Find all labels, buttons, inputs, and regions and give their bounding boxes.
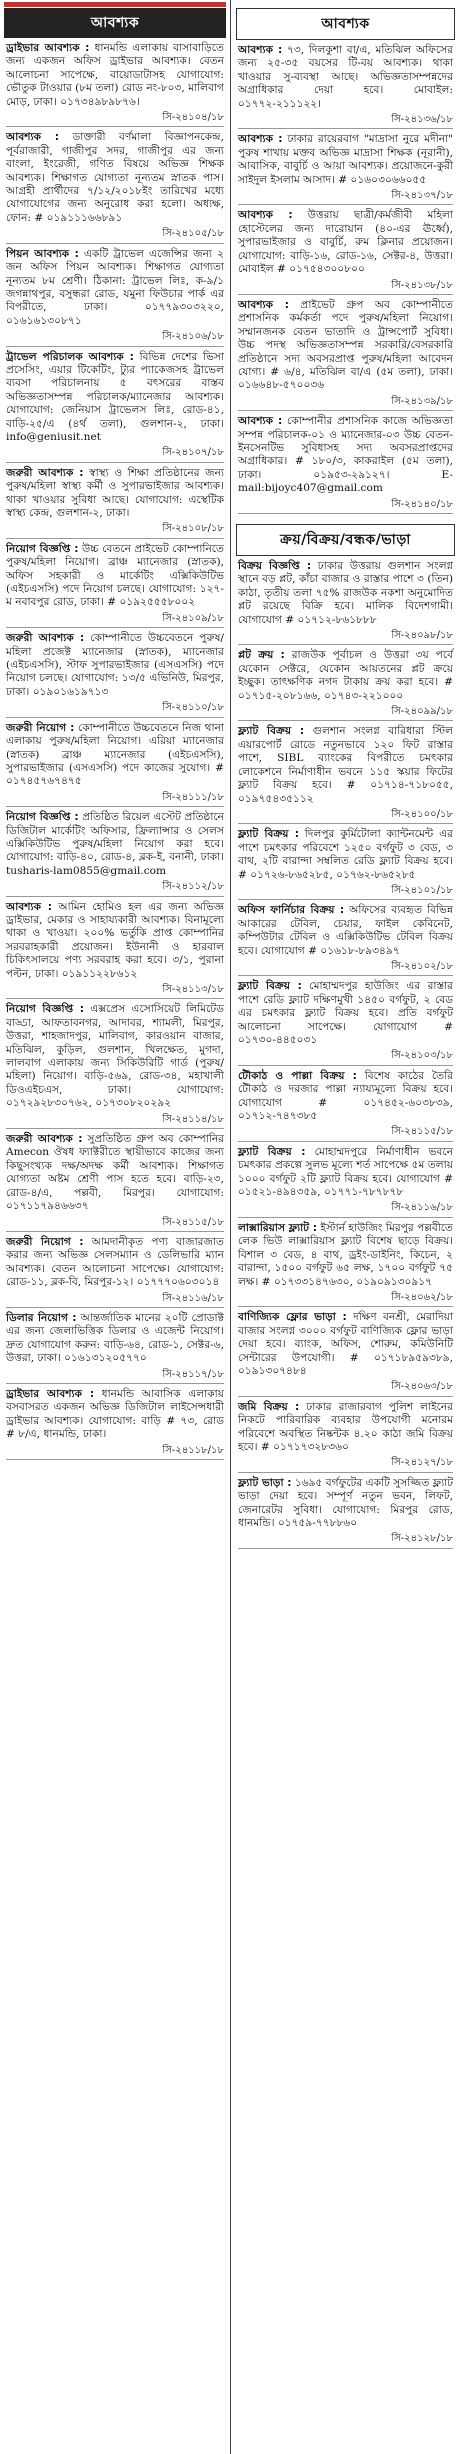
classified-ad — [4, 1129, 226, 1231]
left-ads-list — [4, 38, 226, 1460]
ad-keyword: ড্রাইভার আবশ্যক : — [6, 42, 90, 54]
ad-code: সি-২৪১১৭/১৮ — [162, 1368, 224, 1380]
ad-body — [6, 42, 224, 109]
ad-body — [238, 133, 453, 187]
ad-text: ১৬৯৫ বর্গফুটের একটি সুসজ্জিত ফ্ল্যাট ভাড়া দেয়া হবে। সম্পূর্ণ নতুন ভবন, লিফট, জেনারেটর সুবিধা। যোগাযোগ: মিরপুর রোড, ধানমন্ডি। ০১৭৫৯-৭৭৮৮৬০ — [238, 1476, 453, 1529]
ad-code: সি-২৪১১৩/১৮ — [162, 984, 224, 995]
ad-text: অফিসের ব্যবহৃত বিভিন্ন আকারের টেবিল, চেয়ার, ফাইল কেবিনেট, কম্পিউটার টেবিল ও এক্সিকিউটিভ টেবিল বিক্রয় হবে। যোগাযোগ # ০১৬১৮-৮৯৩৪৯৭ — [238, 904, 453, 957]
ad-keyword: লাক্সারিয়াস ফ্ল্যাট : — [238, 1221, 318, 1234]
ad-body — [238, 649, 453, 703]
ad-body — [238, 209, 453, 276]
classified-ad — [236, 1473, 455, 1548]
classified-ad — [236, 721, 455, 823]
ad-body — [6, 543, 224, 610]
ad-keyword: আবশ্যক : — [238, 415, 283, 428]
ad-code: সি-২৪১০৬/১৮ — [162, 331, 224, 343]
ad-keyword: অফিস ফার্নিচার বিক্রয় : — [238, 904, 345, 917]
ad-text: দিলপুর কুর্মিটোলা ক্যান্টনমেন্ট এর পাশে চমৎকার পরিবেশে ১২৫০ বর্গফুট ৩ বেড, ৩ বাথ, ২টি বারান্দা সম্বলিত রেডি ফ্ল্যাট বিক্রয় হবে। # ০১৭২৬-৮৬৫২৮৫, ০১৭৬২-৮৬৫২৮৫ — [238, 828, 454, 881]
ad-body — [238, 415, 453, 495]
classified-ad — [236, 295, 455, 410]
ad-keyword: নিয়োগ বিজ্ঞপ্তি : — [6, 542, 79, 555]
ad-code: সি-২৪১০০/১৮ — [391, 808, 453, 820]
ad-body — [238, 725, 453, 805]
ad-body — [238, 299, 453, 393]
ad-code: সি-২৪১৩৯/১৮ — [391, 395, 453, 407]
ad-body — [6, 1236, 224, 1290]
ad-code: সি-২৪১৩৬/১৮ — [391, 114, 453, 126]
ad-text: কোম্পানীতে উচ্চবেতনে নিজ থানা এলাকায় পুরুষ/মহিলা নিয়োগ। এরিয়া ম্যানেজার (স্নাতক) ব্রাঞ্চ ম্যানেজার (এইচএসসি), সুপারভাইজার (এসএসসি) পদে কাজের সুযোগ। # ০১৭৪৫৭৬৭৪৭৫ — [6, 721, 224, 788]
ad-text: স্বাস্থ্য ও শিক্ষা প্রতিষ্ঠানের জন্য পুরুষ/মহিলা স্বাস্থ্য কর্মী ও সুপারভাইজার আবশ্যক। থাকা খাওয়ার সুবিধা আছে। যোগাযোগ: এস্থেটিক স্বাস্থ্য কেন্দ্র, গুলশান-২, ঢাকা। — [6, 466, 224, 519]
ad-body — [6, 131, 224, 225]
ad-text: ৭৩, দিলকুশা বা/এ, মতিঝিল অফিসের জন্য ২৫-৩৫ বয়সের টি-বয় আবশ্যক। থাকা খাওয়ার সু-ব্যবস্থা আছে। অভিজ্ঞতাসম্পন্নদের অগ্রাধিকার দেয়া হবে। মোবাইল: ০১৭৭২-২১১১২২। — [238, 44, 454, 110]
classified-ad — [4, 628, 226, 716]
classified-ad — [236, 645, 455, 720]
ad-keyword: প্লট ক্রয় : — [238, 649, 285, 662]
ad-keyword: আবশ্যক : — [6, 131, 60, 144]
ad-text: প্রাইভেট গ্রুপ অব কোম্পানীতে প্রশাসনিক কর্মকর্তা পদে পুরুষ/মহিলা নিয়োগ। সম্মানজনক বেতন ভাতাদি ও ট্রান্সপোর্ট সুবিধা। উচ্চ পদস্থ অভিজ্ঞতাসম্পন্ন সরকারি/বেসরকারি প্রতিষ্ঠানে সদ্য অবসরপ্রাপ্ত পুরুষ/মহিলা আবেদন যোগ্য। # ৬/৪, মতিঝিল বা/এ (৫ম তলা), ঢাকা। ০১৬৬৪৮-৫৭০০৩৬ — [238, 298, 453, 392]
ad-text: আমিন হোমিও হল এর জন্য অভিজ্ঞ ড্রাইভার, মেকার ও সাহায্যকারী আবশ্যক। বিনামূল্যে থাকা ও খাওয়া। ২০০% ভর্তুকি প্রাপ্ত কোম্পানির সরবরাহকারী প্রয়োজন। ইউনানী ও হারবাল চিকিৎসালয়ে পণ্য সরবরাহ করা হবে। ৩/১, পুরানা পল্টন, ঢাকা। ০১৯১১২২৮৬১২ — [6, 900, 224, 980]
ad-keyword: পিয়ন আবশ্যক : — [6, 247, 79, 260]
ad-code: সি-২৪০৬৩/১৮ — [391, 1381, 453, 1393]
sale-ads-list — [236, 556, 455, 1549]
ad-code: সি-২৪১১১/১৮ — [162, 791, 224, 803]
ad-keyword: জরুরী আবশ্যক : — [6, 632, 85, 645]
ad-code: সি-২৪১০৪/১৮ — [162, 112, 224, 124]
ad-separator — [238, 1548, 453, 1549]
classified-ad — [4, 807, 226, 895]
ad-body — [6, 1003, 224, 1110]
ad-body — [6, 1388, 224, 1442]
ad-body — [238, 44, 453, 111]
ad-body — [238, 1070, 453, 1124]
ad-text: রাজউক পূর্বাচল ও উত্তরা ৩য় পর্বে যেকোন সেক্টরে, যেকোন আয়তনের প্লট ক্রয়ে ইচ্ছুক। তাৎক্ষণিক নগদ টাকায় ক্রয় করা হবে। # ০১৭১৫-২০৮১৬৬, ০১৭৪৩-২২১০০০ — [238, 649, 453, 702]
header-accent-stripe — [4, 2, 226, 7]
ad-keyword: জরুরী আবশ্যক : — [6, 466, 84, 479]
ad-text: ঢাকার রায়েরবাগ "মাদ্রাসা নুরে মদীনা" পুরুষ শাখায় মক্তব অভিজ্ঞ মাদ্রাসা শিক্ষক (নূরানী), আবাসিক, বাবুর্চি ও আয়া আবশ্যক। প্রয়োজনে-কুরী সাইদুল ইসলাম আসাদ। # ০১৬০৩০৬৬০৫৫ — [238, 133, 453, 186]
ad-body — [238, 828, 453, 882]
classified-ad — [236, 900, 455, 975]
classified-ad — [236, 40, 455, 128]
ad-keyword: নিয়োগ বিজ্ঞপ্তি : — [6, 1003, 84, 1016]
classified-ad — [4, 1308, 226, 1383]
ad-keyword: জমি বিক্রয় : — [238, 1400, 300, 1413]
right-column — [236, 0, 455, 1549]
ad-body — [6, 901, 224, 981]
left-column — [4, 0, 226, 1460]
classified-ad — [236, 1397, 455, 1472]
ad-code: সি-২৪০৯৮/১৮ — [391, 630, 453, 642]
classified-ad — [4, 897, 226, 999]
ad-code: সি-২৪১০৯/১৮ — [162, 612, 224, 624]
classified-ad — [4, 1232, 226, 1307]
ad-keyword: টৌকাঠ ও পাল্লা বিক্রয় : — [238, 1069, 357, 1082]
right-ads-list — [236, 40, 455, 514]
sale-header-title: ক্রয়/বিক্রয়/বন্ধক/ভাড়া — [280, 532, 411, 548]
ad-text: ঢাকার রাজারবাগ পুলিশ লাইনের নিকটে পারিবারিক ব্যবহার উপযোগী মনোরম পরিবেশে অবস্থিত নিষ্কন্টক ৪.২০ কাঠা জমি বিক্রয় হবে। # ০১৭১৭৩২৮৩৬০ — [238, 1400, 453, 1453]
ad-text: এক্সপ্রেস এসোসিয়েট লিমিটেড বাড্ডা, আফতাবনগর, আদাবর, শ্যামলী, মিরপুর, উত্তরা, শাহজাদপুর, মালিবাগ, কারওয়ান বাজার, মতিঝিল, কুড়িল, গুলশান, খিলক্ষেত, মুগদা, লালবাগ এলাকায় জন্য সিকিউরিটি গার্ড (পুরুষ/মহিলা) নিয়োগ। বাড়ি-৫৬৯, রোড-৩৪, মহাখালী ডিওএইচএস, ঢাকা। যোগাযোগ: ০১৭২৯২৮৩০৭৬২, ০১৭৩০৮২০২৯২ — [6, 1003, 224, 1110]
classified-ad — [4, 539, 226, 627]
classified-ad — [236, 556, 455, 644]
ad-keyword: ট্রাভেল পরিচালক আবশ্যক : — [6, 350, 134, 363]
ad-text: ঢাকার উত্তরায় গুলশান সংলগ্ন স্থানে বড় প্লট, কাঁচা বাজার ও রাস্তার পাশে ৩ (তিন) কাঠা, তৃতীয় তলা ৭৫% রাজউক নকশা অনুমোদিত প্লট রয়েছে বিক্রি হবে। মালিক বিদেশগামী। যোগাযোগ # ০১৭১২-৮৬১৮৮৮ — [238, 560, 453, 626]
classified-ad — [236, 1218, 455, 1306]
ad-keyword: জরুরী নিয়োগ : — [6, 1235, 84, 1248]
classified-ad — [236, 1142, 455, 1217]
ad-keyword: নিয়োগ বিজ্ঞপ্তি : — [6, 811, 79, 824]
ad-text: একটি ট্রাভেল এজেন্সির জন্য ২ জন অফিস পিয়ন আবশ্যক। শিক্ষাগত যোগ্যতা নূন্যতম ৮ম শ্রেণী। ঠিকানা: ট্রাভেল লিঃ, ক-৯/১ জগন্নাথপুর, বসুন্ধরা রোড, যমুনা ফিউচার পার্ক এর বিপরীতে, ঢাকা। ০১৭৭৯৩০৩২২০, ০১৬১৬১৩০৮৭১ — [6, 247, 224, 327]
classified-ad — [236, 976, 455, 1064]
ad-keyword: জরুরী নিয়োগ : — [6, 721, 75, 734]
ad-code: সি-২৪১১৬/১৮ — [391, 1202, 453, 1214]
ad-keyword: ফ্ল্যাট বিক্রয় : — [238, 828, 299, 841]
ad-code: সি-২৪০৯৯/১৮ — [391, 706, 453, 718]
ad-code: সি-২৪১২৮/১৮ — [391, 1533, 453, 1545]
ad-text: বিভিন্ন দেশের ভিসা প্রসেসিং, এয়ার টিকেটিং, ট্যুর প্যাকেজসহ ট্রাভেল ব্যবসা পরিচালনায় ৫ বৎসরের বাস্তব অভিজ্ঞতাসম্পন্ন পরিচালক/ম্যানেজার আবশ্যক। যোগাযোগ: জেনিয়াস ট্রাভেলস লিঃ, রোড-৪১, বাড়ি-২৫/এ (৪র্থ তলা), গুলশান-২, ঢাকা। info@geniusit.net — [6, 350, 224, 443]
ad-body — [238, 1311, 453, 1378]
ad-body — [6, 467, 224, 521]
classified-ad — [236, 129, 455, 204]
ad-body — [238, 1146, 453, 1200]
classified-ad — [236, 1307, 455, 1395]
ad-keyword: বিক্রয় বিজ্ঞপ্তি : — [238, 560, 312, 572]
left-header-title: আবশ্যক — [90, 15, 140, 31]
ad-keyword: আবশ্যক : — [238, 209, 293, 222]
ad-code: সি-২৪০৬২/১৮ — [391, 1291, 453, 1303]
classified-ad — [4, 38, 226, 126]
ad-body — [238, 560, 453, 627]
ad-text: উচ্চ বেতনে প্রাইভেট কোম্পানিতে পুরুষ/মহিলা নিয়োগ। ব্রাঞ্চ ম্যানেজার (স্নাতক), অফিস সহকারী ও মার্কেটিং এক্সিকিউটিভ (এইচএসসি) পদে নিয়োগ চলছে। যোগাযোগ: ১২৭-ম নবাবপুর রোড, ঢাকা। # ০১৯২৫৫৫৮০০২ — [6, 542, 224, 609]
ad-keyword: ড্রাইভার আবশ্যক : — [6, 1387, 95, 1400]
ad-text: ইস্টার্ন হাউজিং মিরপুর পল্লবীতে লেক ভিউ লাক্সারিয়াস ফ্ল্যাট বিশেষ ছাড়ে বিক্রয়। বিশাল ৩ বেড, ৪ বাথ, ড্রইং-ডাইনিং, কিচেন, ২ বারান্দা, ১৫০০ বর্গফুট ৬৫ লক্ষ, ১৭০০ বর্গফুট ৭৫ লক্ষ। # ০১৭৩৩১৪৭৬৩০, ০১৯০৯১৩০৯১৭ — [238, 1221, 453, 1288]
classified-ad — [4, 347, 226, 462]
ad-body — [6, 632, 224, 699]
ad-text: সুপ্রতিষ্ঠিত গ্রুপ অব কোম্পানির Amecon ঔষধ ফ্যাক্টরীতে স্থায়ীভাবে কাজের জন্য কিছুসংখ্যক দক্ষ/অদক্ষ কর্মী আবশ্যক। শিক্ষাগত যোগ্যতা অষ্টম শ্রেণী পাস হতে হবে। বাড়ি-২৩, রোড-৪/এ, পল্লবী, মিরপুর। যোগাযোগ: ০১৭১১৭৯৪৬৬৩৭ — [6, 1133, 224, 1213]
ad-code: সি-২৪১১২/১৮ — [162, 881, 224, 893]
ad-keyword: ডিলার নিয়োগ : — [6, 1311, 77, 1324]
ad-separator — [238, 513, 453, 514]
ad-text: বিশেষ কাঠের তৈরি টৌকাঠ ও দরজার পাল্লা ন্যায্যমূল্যে বিক্রয় হবে। যোগাযোগ # ০১৭৪৫২-৬০৩৮৩৯, ০১৭১২-৭৪৭৩৮৫ — [238, 1069, 453, 1123]
ad-text: উত্তরায় ছাত্রী/কর্মজীবী মহিলা হোস্টেলের জন্য দারোয়ান (৪০-এর ঊর্ধ্বে), সুপারভাইজার ও বাবুর্চি, রুম ক্লিনার প্রয়োজন। যোগাযোগ: বাড়ি-১৬, রোড-১৬, সেক্টর-৪, উত্তরা। মোবাইল # ০১৭৫৪৩০০৮০০ — [238, 209, 453, 276]
ad-code: সি-২৪১৩৮/১৮ — [391, 279, 453, 291]
ad-code: সি-২৪১৩৭/১৮ — [391, 190, 453, 202]
ad-body — [238, 1222, 453, 1289]
ad-keyword: ফ্ল্যাট বিক্রয় : — [238, 725, 305, 738]
ad-separator — [6, 1459, 224, 1460]
ad-code: সি-২৪১০৭/১৮ — [162, 447, 224, 459]
ad-text: প্রতিষ্ঠিত রিয়েল এস্টেট প্রতিষ্ঠানে ডিজিটাল মার্কেটিং অফিসার, ফ্রিল্যান্সার ও সেলস এক্সিকিউটিভ পুরুষ/মহিলা নিয়োগ করা হবে। যোগাযোগ: বাড়ি-৪০, রোড-৪, ব্লক-ই, বনানী, ঢাকা। tusharis-lam0855@gmail.com — [6, 811, 224, 877]
classified-ad — [4, 1384, 226, 1459]
ad-keyword: আবশ্যক : — [238, 133, 283, 146]
ad-text: কোম্পানীতে উচ্চবেতনে পুরুষ/মহিলা প্রজেক্ট ম্যানেজার (স্নাতক), ম্যানেজার (এইচএসসি), স্টাফ সুপারভাইজার (এসএসসি) পদে নিয়োগ চলছে। যোগাযোগ: ১৩/৫ এভিনিউ, মিরপুর, ঢাকা। ০১৯০১৬১৯৭১৩ — [6, 632, 224, 698]
ad-text: দক্ষিণ বনশ্রী, মেরাদিয়া বাজার সংলগ্ন ৩০০০ বর্গফুট বাণিজ্যিক ফ্লোর ভাড়া দেয়া হবে। ব্যাংক, অফিস, শোরুম, কমিউনিটি সেন্টারের উপযোগী। # ০১৭১৮৯৫৯৩৮৯, ০১৯১৩০৭৪৮৪ — [238, 1311, 453, 1377]
ad-body — [6, 248, 224, 328]
ad-text: কোম্পানীর প্রশাসনিক কাজে অভিজ্ঞতা সম্পন্ন পরিচালক-০১ ও ম্যানেজার-০৩ উচ্চ বেতন-ইনসেনটিভ সুবিধাসহ সদ্য অবসরপ্রাপ্তদের অগ্রাধিকার। # ১৮০/৩, কাকরাইল (৫ম তলা), ঢাকা। ০১৯৫৩-২৯১২৭। E-mail:bijoyc407@gmail.com — [238, 415, 454, 495]
ad-code: সি-২৪১১৫/১৮ — [391, 1126, 453, 1138]
ad-keyword: জরুরী আবশ্যক : — [6, 1133, 83, 1146]
classified-ad — [4, 999, 226, 1128]
ad-body — [6, 351, 224, 445]
ad-text: ডাক্তারী বর্ণমালা বিজ্ঞাপনকেন্দ্র, পূর্বরাজারী, গাজীপুর সদর, গাজীপুর এর জন্য বাংলা, ইংরেজী, গণিত বিষয়ে অভিজ্ঞ শিক্ষক আবশ্যক। শিক্ষাগত যোগ্যতা নূন্যতম স্নাতক পাস। আগ্রহী প্রার্থীদের ৭/১২/২০১৮ইং তারিখের মধ্যে যোগাযোগের জন্য অনুরোধ করা হলো। অধ্যক্ষ, ফোন: # ০১৯১১১৬৬৮৯১ — [6, 131, 224, 224]
ad-code: সি-২৪১০১/১৮ — [391, 884, 453, 896]
ad-keyword: বাণিজ্যিক ফ্লোর ভাড়া : — [238, 1311, 347, 1324]
classified-ad — [4, 127, 226, 242]
classified-ad — [4, 718, 226, 806]
ad-keyword: ফ্ল্যাট বিক্রয় : — [238, 980, 302, 993]
ad-body — [238, 1477, 453, 1531]
ad-text: ধানমন্ডি এলাকায় বাসাবাড়িতে জন্য একজন অফিস ড্রাইভার আবশ্যক। বেতন আলোচনা সাপেক্ষে, বায়োডাটাসহ যোগাযোগ: ভৌতুক টাওয়ার (৮ম তলা) রোড নং-৮০৩, মালিবাগ মোড়, ঢাকা। ০১৭৩৪৯৮৯৮৭৬। — [6, 42, 224, 108]
classified-ad — [236, 205, 455, 293]
right-section-header — [236, 8, 455, 40]
ad-code: সি-২৪১০৮/১৮ — [162, 523, 224, 535]
classified-ad — [4, 463, 226, 538]
sale-section-header — [236, 524, 455, 556]
column-divider — [230, 0, 231, 2454]
ad-code: সি-২৪১০২/১৮ — [391, 960, 453, 972]
ad-code: সি-২৪১১০/১৮ — [162, 702, 224, 714]
ad-text: আমদানীকৃত পণ্য বাজারজাত করার জন্য অভিজ্ঞ সেলসম্যান ও ডেলিভারি ম্যান আবশ্যক। বেতন আলোচনা সাপেক্ষে। যোগাযোগ: রোড-১১, ব্লক-বি, মিরপুর-১২। ০১৭৭৭০৬০৩০১৪ — [6, 1235, 224, 1289]
ad-text: গুলশান সংলগ্ন বারিধারা স্টিল এয়ারপোর্ট রোডে নতুনভাবে ১২০ ফিট রাস্তার পাশে, SIBL ব্যাংকের বিপরীতে চমৎকার লোকেশনে নির্মাণাধীন ভবনে ১১৫ স্কয়ার ফিটের ফ্ল্যাট বিক্রয় হবে। # ০১৭১৪-৭১৮০৫৫, ০১৯৭৫৪৩৫১১২ — [238, 725, 453, 805]
ad-code: সি-২৪১১৬/১৮ — [162, 1292, 224, 1304]
ad-body — [6, 811, 224, 878]
ad-keyword: আবশ্যক : — [6, 900, 52, 913]
classified-ad — [4, 244, 226, 346]
ad-code: সি-২৪১০৩/১৮ — [391, 1050, 453, 1062]
ad-text: আন্তর্জাতিক মানের ২০টি প্রোডাক্ট এর জন্য জেলাভিত্তিক ডিলার ও এজেন্ট নিয়োগ। দ্রুত যোগাযোগ করুন: বাড়ি-৬৪, রোড-১, সেক্টর-৬, উত্তরা, ঢাকা। ০১৬১৩১২০৫৭৭০ — [6, 1311, 224, 1365]
right-header-title: আবশ্যক — [321, 16, 370, 32]
ad-body — [6, 1312, 224, 1366]
ad-body — [238, 904, 453, 958]
classified-ad — [236, 411, 455, 513]
ad-keyword: আবশ্যক : — [238, 44, 283, 56]
classified-ad — [236, 824, 455, 899]
ad-code: সি-২৪১১৫/১৮ — [162, 1216, 224, 1228]
ad-body — [6, 722, 224, 789]
ad-code: সি-২৪১৪০/১৮ — [391, 498, 453, 510]
classified-ad — [236, 1066, 455, 1141]
left-section-header — [4, 8, 226, 38]
ad-code: সি-২৪১১৮/১৮ — [162, 1444, 224, 1456]
ad-text: মোহাম্মদপুর হাউজিং এর রাস্তার পাশে রেডি ফ্ল্যাট দক্ষিণমুখী ১৪৫০ বর্গফুট, ২ বেড এর চমৎকার ফ্ল্যাট বিক্রয় হবে। প্রতি বর্গফুট আলোচনা সাপেক্ষে। যোগাযোগ # ০১৭৩০-৪৪৫০৩১ — [238, 980, 453, 1046]
ad-text: মোহাম্মদপুরে নির্মাণাধীন ভবনে চমৎকার প্রকল্পে সুলভ মূল্যে শর্ত সাপেক্ষে ৫ম তলায় ১০০০ বর্গফুট ২টি ফ্ল্যাট বিক্রয় হবে। যোগাযোগ # ০১৫২১-৪৯৪৩৫৯, ০১৭৭১-৭৮৭৮৭৮ — [238, 1145, 454, 1199]
ad-code: সি-২৪১০৫/১৮ — [162, 228, 224, 240]
ad-code: সি-২৪১১৪/১৮ — [162, 1113, 224, 1125]
ad-code: সি-২৪১২৭/১৮ — [391, 1457, 453, 1469]
ad-keyword: ফ্ল্যাট বিক্রয় : — [238, 1145, 306, 1158]
ad-keyword: ফ্ল্যাট ভাড়া : — [238, 1476, 292, 1489]
ad-text: ধানমন্ডি আবাসিক এলাকায় বসবাসরত একজন অভিজ্ঞ ডিজিটাল লাইসেন্সধারী ড্রাইভার আবশ্যক। যোগাযোগ: বাড়ি # ৭৩, রোড # ৮/এ, ধানমন্ডি, ঢাকা। — [6, 1387, 224, 1441]
ad-keyword: আবশ্যক : — [238, 298, 289, 311]
ad-body — [238, 980, 453, 1047]
ad-body — [6, 1133, 224, 1213]
ad-body — [238, 1401, 453, 1455]
